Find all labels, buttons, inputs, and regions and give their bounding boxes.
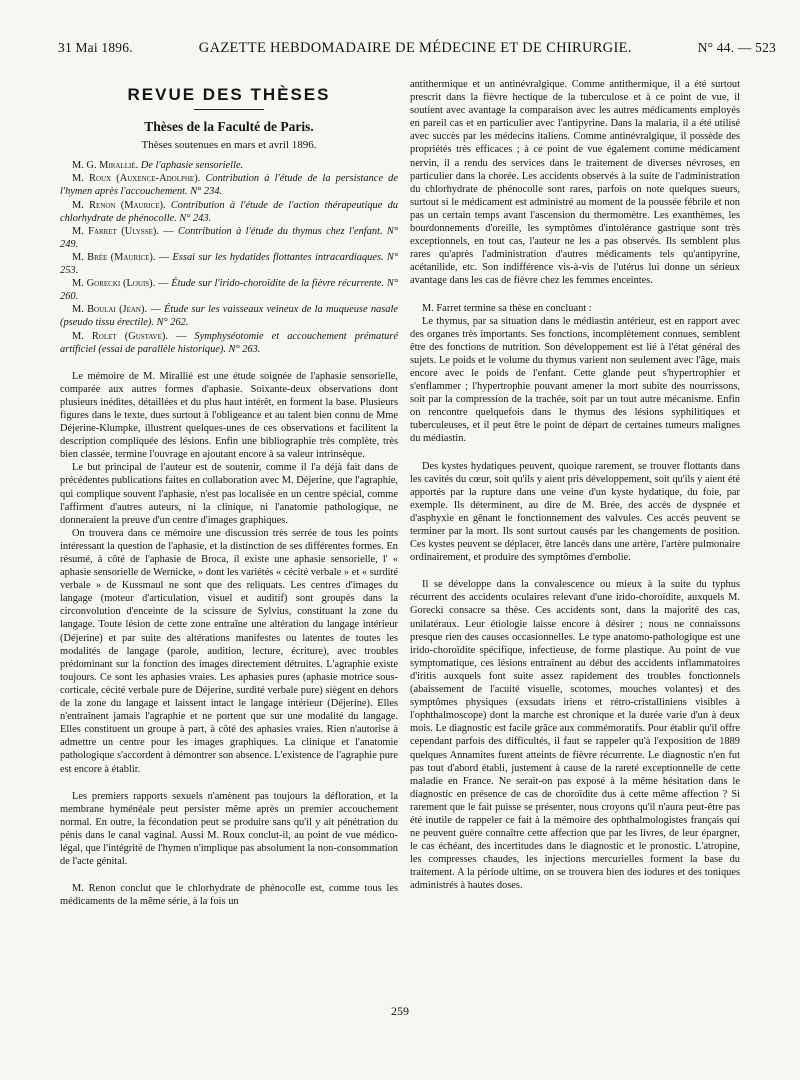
- page-footer-number: 259: [391, 1004, 409, 1018]
- thesis-title: Contribution à l'étude du thymus chez l'enfant. N° 249.: [60, 225, 398, 250]
- thesis-entry: [60, 303, 398, 329]
- body-paragraph: Le but principal de l'auteur est de soutenir, comme il l'a déjà fait dans de précédentes publications faites en collaboration avec M. Déjerine, que l'agraphie, qui complique souvent l'aphasie, n'est pas localisée en un centre spécial, comme l'affirment d'autres auteurs, ni la clinique, ni l'anatomie pathologique, ne donneraient la preuve d'un centre d'images graphiques.: [60, 462, 398, 526]
- thesis-entry: [60, 277, 398, 303]
- thesis-title: Étude sur l'irido-choroïdite de la fièvre récurrente. N° 260.: [60, 278, 398, 303]
- body-paragraph: Les premiers rapports sexuels n'amènent pas toujours la défloration, et la membrane hyménéale peut persister même après un premier accouchement normal. En outre, la fécondation peut se produire sans qu'il y ait pénétration du pénis dans le canal vaginal. Aussi M. Roux conclut-il, au point de vue médico-légal, que l'intégrité de l'hymen n'implique pas absolument la non-consommation de l'acte génital.: [60, 790, 398, 868]
- body-paragraph: On trouvera dans ce mémoire une discussion très serrée de tous les points intéressant la question de l'aphasie, et la distinction de ses différentes formes. En résumé, à côté de l'aphasie de Broca, il existe une aphasie sensorielle, l' « aphasie sensorielle de Wernicke, » dont les variétés « cécité verbale » et « surdité verbale » de Kussmaul ne sont que des reliquats. Les centres d'images du langage (moteur d'articulation, visuel et auditif) sont groupés dans la circonvolution d'enceinte de la scissure de Sylvius, constituant la zone du langage. Toute lésion de cette zone entraîne une altération du langage intérieur (Déjerine) et par suite des altérations manifestes ou latentes de toutes les modalités de langage (parole, audition, lecture, écriture), avec troubles prédominant sur la fonction des images directement détruites. L'agraphie existe toujours. Ce sont les aphasies vraies. Les aphasies pures (aphasie motrice sous-corticale, cécité verbale pure de Déjerine, surdité verbale pure) siègent en dehors de la zone du langage et laissent intact le langage intérieur (Déjerine). Elles n'entraînent jamais l'agraphie et ne portent que sur une modalité du langage. Elles constituent un groupe à part, à côté des aphasies vraies. Rien n'autorise à admettre un centre pour les images graphiques. La clinique et l'anatomie pathologique s'accordent à démontrer son absence. L'existence de l'agraphie pure est encore à établir.: [60, 527, 398, 775]
- thesis-entry: [60, 199, 398, 225]
- thesis-author: M. Gorecki (Louis). —: [72, 278, 169, 290]
- thesis-author: M. Brée (Maurice). —: [72, 251, 170, 263]
- theses-list: [60, 159, 398, 355]
- thesis-title: Contribution à l'étude de l'action thérapeutique du chlorhydrate de phénocolle. N° 243.: [60, 199, 398, 224]
- thesis-entry: [60, 330, 398, 356]
- body-paragraph: antithermique et un antinévralgique. Comme antithermique, il a été surtout prescrit dans la fièvre hectique de la tuberculose et à ce point de vue, il soutient avec avantage la comparaison avec les autres médicaments employés en pareil cas et en particulier avec l'antipyrine. Dans la malaria, il a été utilisé avec succès par les médecins italiens. Comme antinévralgique, il possède des propriétés très efficaces ; à ce point de vue également comme médicament nervin, il a rendu des services dans le traitement de diverses névroses, en particulier dans la chorée. Les accidents observés à la suite de l'administration du chlorhydrate de phénocolle sont rares, parfois on note quelques sueurs, surtout si le médicament est administré au moment de la poussée fébrile et non pas un certain temps avant l'ascension du thermomètre. Les exanthèmes, les bourdonnements d'oreille, les symptômes d'intolérance gastrique sont très exceptionnels, en tout cas, l'auteur ne les a pas observés. Ils semblent plus rares qu'après l'administration d'autres médicaments tels qu'antipyrine, acétanilide, etc. Son indifférence vis-à-vis de l'utérus lui donne un sérieux avantage dans les cas de fièvre chez les femmes enceintes.: [410, 79, 740, 287]
- subsection-title: Thèses de la Faculté de Paris.: [144, 119, 314, 135]
- thesis-entry: [60, 251, 398, 277]
- header-page-number: N° 44. — 523: [697, 40, 776, 55]
- right-column: [410, 78, 740, 893]
- running-header: [58, 40, 776, 57]
- thesis-title: Contribution à l'étude de la persistance de l'hymen après l'accouchement. N° 234.: [60, 173, 398, 198]
- thesis-author: M. Boulai (Jean). —: [72, 304, 161, 316]
- thesis-entry: [60, 172, 398, 198]
- thesis-title: Étude sur les vaisseaux veineux de la muqueuse nasale (pseudo tissu érectile). N° 262.: [60, 304, 398, 329]
- body-paragraph: Le mémoire de M. Mirallié est une étude soignée de l'aphasie sensorielle, comparée aux autres formes d'aphasie. Soixante-deux observations dont plusieurs inédites, détaillées et du plus haut intérêt, en forment la base. Plusieurs figures dans le texte, dues surtout à l'obligeance et au talent bien connu de Mme Déjerine-Klumpke, illustrent quelques-unes de ces observations et facilitent la description compliquée des lésions. Enfin une bibliographie très complète, très bien classée, termine l'ouvrage en ajoutant encore à sa valeur intrinsèque.: [60, 370, 398, 461]
- thesis-author: M. Renon (Maurice).: [72, 199, 166, 211]
- thesis-author: M. Farret (Ulysse). —: [72, 225, 174, 237]
- left-column: [60, 82, 398, 908]
- thesis-author: M. Rolet (Gustave). —: [72, 330, 187, 342]
- body-paragraph: M. Renon conclut que le chlorhydrate de phénocolle est, comme tous les médicaments de la même série, à la fois un: [60, 883, 398, 908]
- body-paragraph: M. Farret termine sa thèse en concluant :: [422, 302, 592, 314]
- thesis-entry: [60, 159, 398, 172]
- thesis-author: M. G. Mirallié.: [72, 160, 139, 172]
- body-paragraph: Le thymus, par sa situation dans le médiastin antérieur, est en rapport avec des organes très importants. Ses fonctions, incomplètement connues, semblent être des fonctions de nutrition. Son développement est lié à l'état général des sujets. Le poids et le volume du thymus varient non seulement avec l'âge, mais encore avec le poids de l'enfant. Cette glande peut s'hypertrophier et s'enflammer ; l'hypertrophie pouvant amener la mort subite des nourrissons, soit par la compression de la trachée, soit par un tout autre mécanisme. Enfin on rencontre quelquefois dans le thymus des lésions syphilitiques et tuberculeuses, et il peut être le point de départ de certaines tumeurs malignes du médiastin.: [410, 315, 740, 445]
- thesis-title: Symphyséotomie et accouchement prématuré artificiel (essai de parallèle historique). N° 263.: [60, 330, 398, 355]
- thesis-entry: [60, 225, 398, 251]
- body-paragraph: Des kystes hydatiques peuvent, quoique rarement, se trouver flottants dans les cavités du cœur, soit qu'ils y aient pris développement, soit qu'ils y aient été apportés par la rupture dans une veine d'un kyste hydatique, du foie, par exemple. Ils déterminent, au dire de M. Brée, des accès de dyspnée et d'asphyxie en gênant le fonctionnement des valvules. Ces accès peuvent se terminer par la mort. Ils sont surtout causés par les changements de position. Ces kystes peuvent se déplacer, être lancés dans une artère, l'artère pulmonaire ordinairement, et produire des symptômes d'embolie.: [410, 460, 740, 564]
- thesis-title: Essai sur les hydatides flottantes intracardiaques. N° 253.: [60, 251, 398, 277]
- header-date: 31 Mai 1896.: [58, 40, 133, 55]
- thesis-title: De l'aphasie sensorielle.: [140, 160, 244, 172]
- section-title: REVUE DES THÈSES: [127, 85, 331, 104]
- thesis-author: M. Roux (Auxence-Adolphe).: [72, 173, 201, 185]
- header-journal-title: GAZETTE HEBDOMADAIRE DE MÉDECINE ET DE CHIRURGIE.: [198, 40, 632, 56]
- subsection-subtitle: Thèses soutenues en mars et avril 1896.: [141, 139, 317, 152]
- body-paragraph: Il se développe dans la convalescence ou mieux à la suite du typhus récurrent des accidents oculaires relevant d'une irido-choroïdite, auxquels M. Gorecki consacre sa thèse. Ces accidents sont, dans la majorité des cas, unilatéraux. Leur étiologie laisse encore à désirer ; nous ne connaissons presque rien des causes occasionnelles. Le type anatomo-pathologique est une irido-choroïdite spécifique, infectieuse, de forme plastique. Au point de vue symptomatique, ces lésions entraînent au début des accidents inflammatoires d'iritis auxquels font suite assez rapidement des troubles fonctionnels (abaissement de l'acuité visuelle, scotomes, mouches volantes) et des symptômes physiques (exsudats iriens et rétro-cristalliniens visibles à l'ophthalmoscope) dont la marche est chronique et la durée varie d'un à deux mois. Le diagnostic est facile grâce aux commémoratifs. Pour établir qu'il offre cependant parfois des difficultés, il faut se rappeler qu'à l'exposition de 1889 quelques Annamites furent atteints de fièvre récurrente. Le diagnostic n'en fut pas tout d'abord établi, justement à cause de la rareté exceptionnelle de cette maladie en France. Ne serait-on pas exposé à la même hésitation dans le diagnostic en présence de cas de choroïdite dus à cette même affection ? Si rarement que le fait puisse se présenter, nous croyons qu'il n'aura peut-être pas été inutile de rappeler ce fait à la mémoire des ophthalmologistes français qui ne peuvent guère connaître cette affection que par les livres, de leur épargner, le cas échéant, des incertitudes dans le diagnostic et le pronostic. L'atropine, les compresses chaudes, les injections mercurielles forment la base du traitement. A la période ultime, on se trouvera bien des iodures et des toniques administrés à hautes doses.: [410, 579, 740, 892]
- title-rule: [194, 109, 264, 110]
